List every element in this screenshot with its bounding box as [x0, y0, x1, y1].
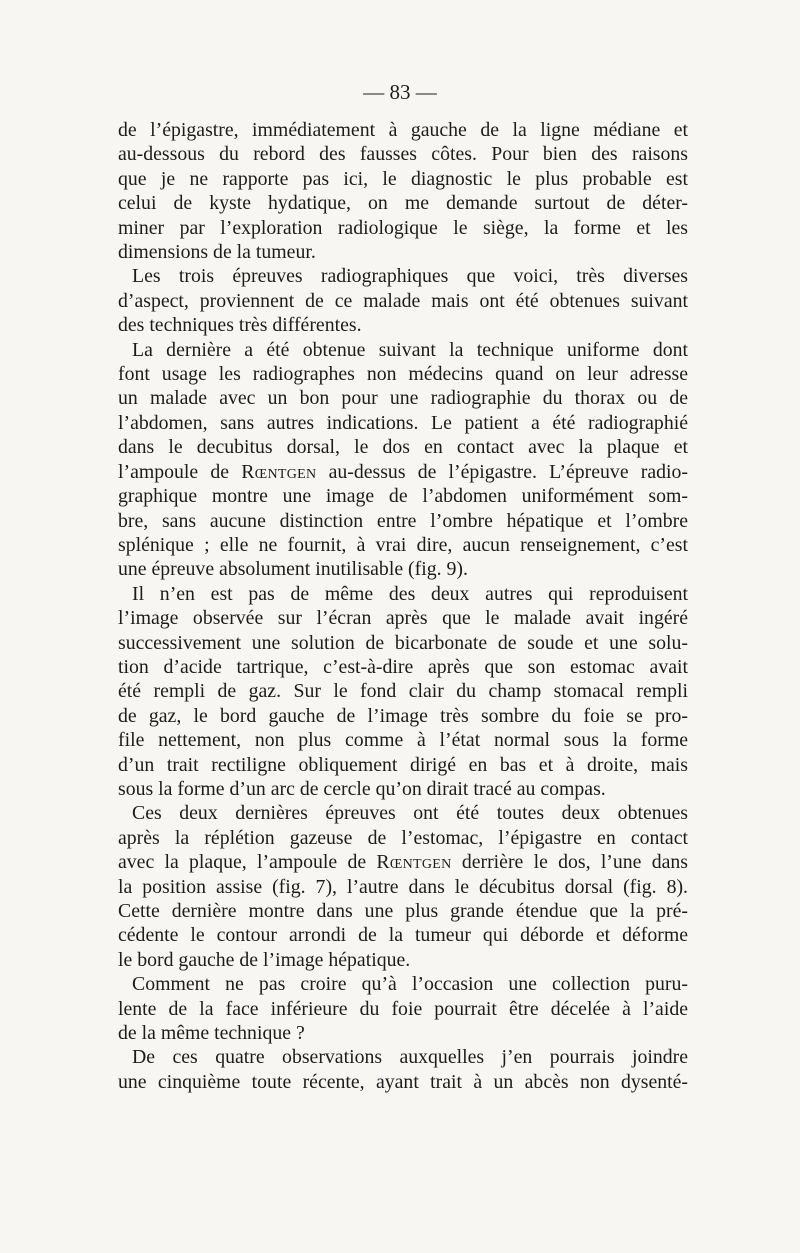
text-line: que je ne rapporte pas ici, le diagnostic le plus probable est	[118, 167, 688, 190]
text-line: celui de kyste hydatique, on me demande surtout de déter-	[118, 192, 688, 215]
text-line: d’un trait rectiligne obliquement dirigé en bas et à droite, mais	[118, 753, 688, 776]
text-line: le bord gauche de l’image hépatique.	[118, 948, 411, 971]
text-line: après la réplétion gazeuse de l’estomac, l’épigastre en contact	[118, 826, 688, 849]
page-number: — 83 —	[363, 80, 437, 104]
text-line: la position assise (fig. 7), l’autre dans le décubitus dorsal (fig. 8).	[118, 875, 688, 898]
text-fragment: derrière le dos, l’une dans	[451, 851, 688, 874]
text-line: graphique montre une image de l’abdomen uniformément som-	[118, 485, 688, 508]
text-line: une cinquième toute récente, ayant trait à un abcès non dysenté-	[118, 1070, 688, 1093]
text-line: des techniques très différentes.	[118, 314, 362, 337]
text-line: dimensions de la tumeur.	[118, 241, 316, 264]
text-line: de l’épigastre, immédiatement à gauche de la ligne médiane et	[118, 119, 688, 141]
text-line: dans le decubitus dorsal, le dos en contact avec la plaque et	[118, 436, 688, 459]
text-line: bre, sans aucune distinction entre l’ombre hépatique et l’ombre	[118, 509, 688, 532]
text-line: La dernière a été obtenue suivant la technique uniforme dont	[132, 338, 688, 361]
text-line: de la même technique ?	[118, 1022, 305, 1045]
text-line: Cette dernière montre dans une plus grande étendue que la pré-	[118, 900, 688, 922]
text-line: Ces deux dernières épreuves ont été toutes deux obtenues	[132, 802, 688, 825]
text-line: d’aspect, proviennent de ce malade mais ont été obtenues suivant	[118, 289, 688, 312]
text-line: Il n’en est pas de même des deux autres qui reproduisent	[132, 582, 688, 605]
author-name-smallcaps: Rœntgen	[241, 460, 317, 483]
text-line: miner par l’exploration radiologique le siège, la forme et les	[118, 216, 688, 239]
text-line: font usage les radiographes non médecins quand on leur adresse	[118, 363, 688, 386]
text-line: un malade avec un bon pour une radiographie du thorax ou de	[118, 387, 688, 410]
text-line: tion d’acide tartrique, c’est-à-dire après que son estomac avait	[118, 655, 688, 678]
text-fragment: l’ampoule de	[118, 460, 242, 483]
text-line: lente de la face inférieure du foie pourrait être décelée à l’aide	[118, 997, 688, 1020]
text-line: De ces quatre observations auxquelles j’en pourrais joindre	[132, 1046, 688, 1069]
text-line: file nettement, non plus comme à l’état normal sous la forme	[118, 729, 688, 752]
author-name-smallcaps: Rœntgen	[376, 851, 452, 874]
text-line: successivement une solution de bicarbonate de soude et une solu-	[118, 631, 688, 654]
text-line: été rempli de gaz. Sur le fond clair du champ stomacal rempli	[118, 680, 688, 703]
text-line: l’abdomen, sans autres indications. Le patient a été radiographié	[118, 411, 688, 434]
text-line: une épreuve absolument inutilisable (fig. 9).	[118, 558, 468, 581]
text-fragment: avec la plaque, l’ampoule de	[118, 851, 377, 874]
text-line: splénique ; elle ne fournit, à vrai dire, aucun renseignement, c’est	[118, 533, 688, 556]
body-text	[118, 118, 688, 1094]
text-line	[118, 850, 688, 874]
text-line: l’image observée sur l’écran après que le malade avait ingéré	[118, 607, 688, 630]
text-line: cédente le contour arrondi de la tumeur qui déborde et déforme	[118, 924, 688, 947]
text-line	[118, 460, 688, 484]
text-line: de gaz, le bord gauche de l’image très sombre du foie se pro-	[118, 704, 688, 727]
text-line: Les trois épreuves radiographiques que voici, très diverses	[132, 265, 688, 288]
text-fragment: au-dessus de l’épigastre. L’épreuve radio-	[316, 460, 689, 483]
text-line: au-dessous du rebord des fausses côtes. Pour bien des raisons	[118, 143, 688, 166]
text-line: Comment ne pas croire qu’à l’occasion une collection puru-	[132, 973, 688, 996]
text-line: sous la forme d’un arc de cercle qu’on dirait tracé au compas.	[118, 777, 606, 800]
